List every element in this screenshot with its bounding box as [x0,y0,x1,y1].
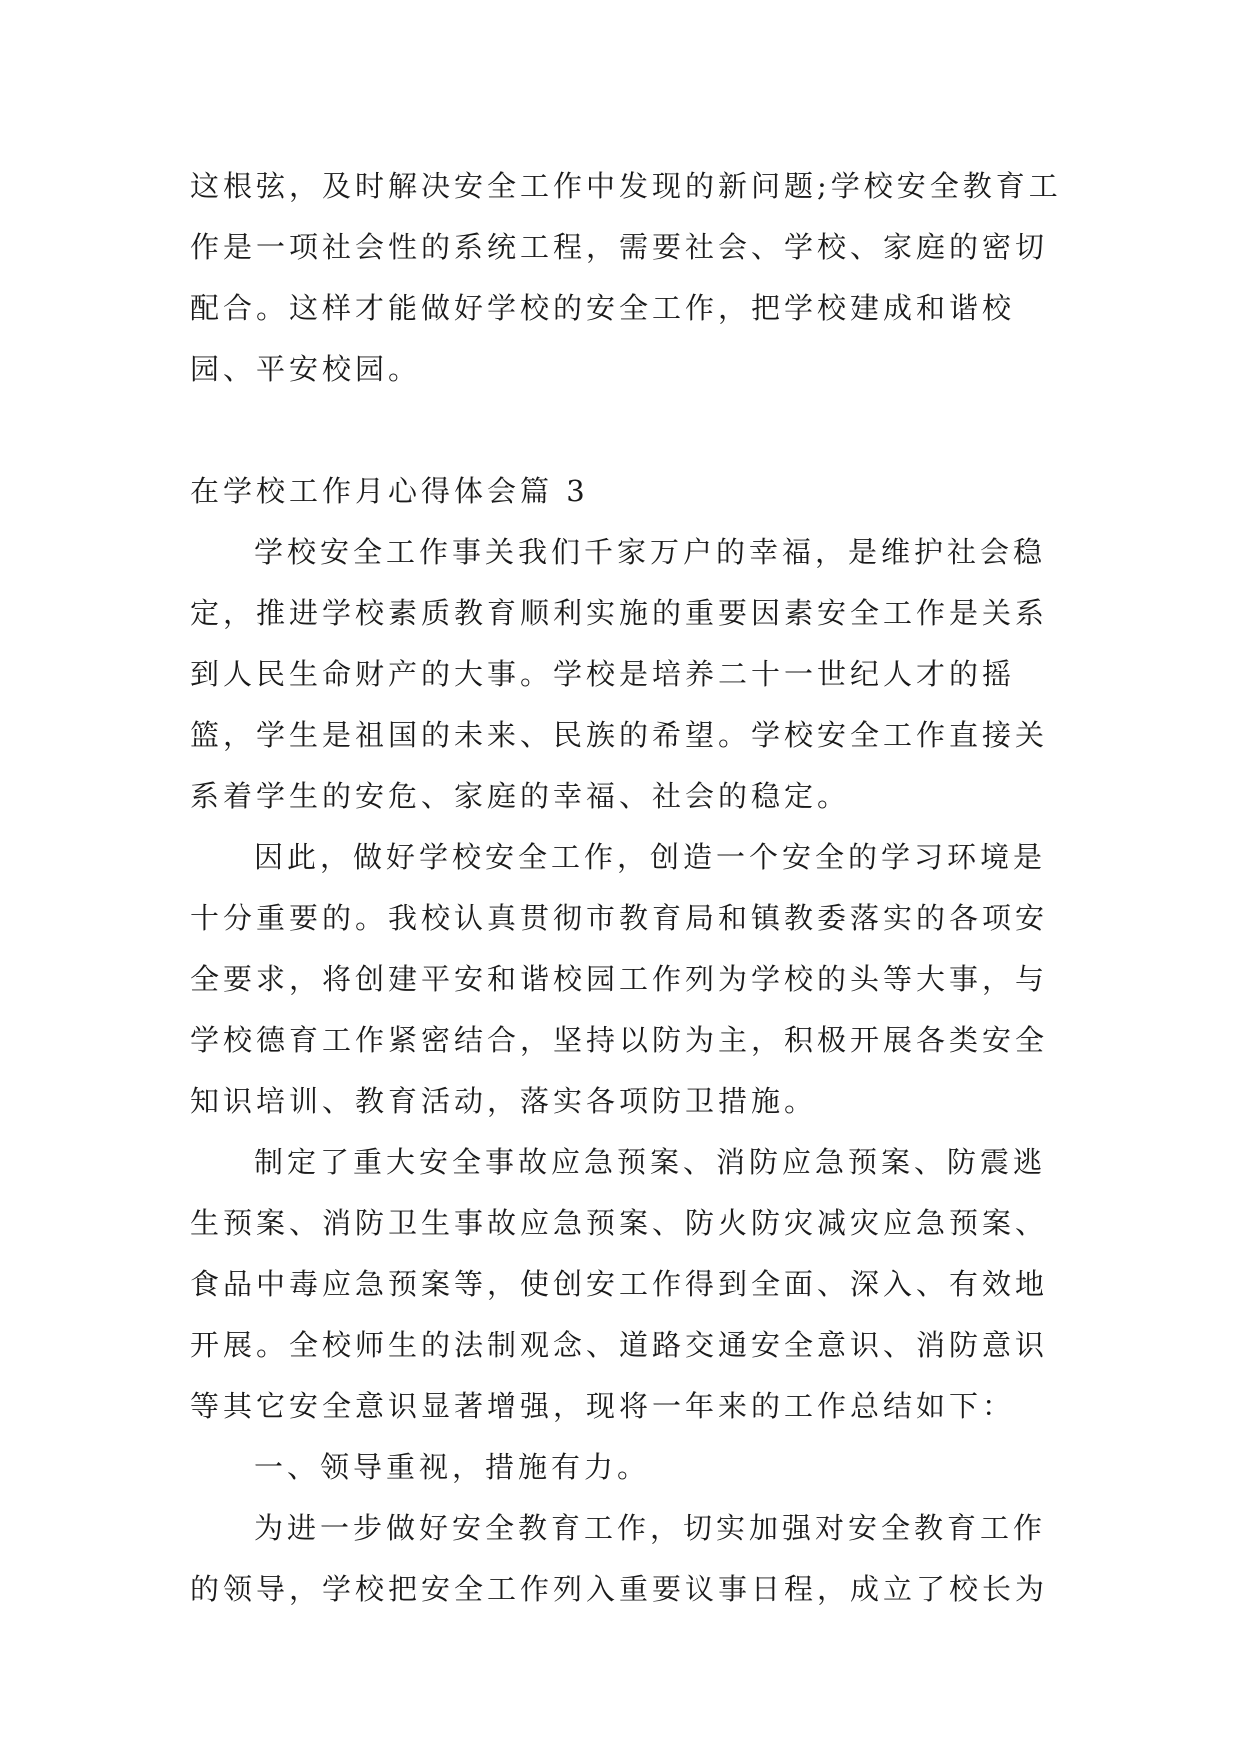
body-paragraph: 因此，做好学校安全工作，创造一个安全的学习环境是十分重要的。我校认真贯彻市教育局和镇教委落实的各项安全要求，将创建平安和谐校园工作列为学校的头等大事，与学校德育工作紧密结合，坚持以防为主，积极开展各类安全知识培训、教育活动，落实各项防卫措施。 [190,840,1049,1118]
document-body [190,156,1070,1620]
body-paragraph: 制定了重大安全事故应急预案、消防应急预案、防震逃生预案、消防卫生事故应急预案、防火防灾减灾应急预案、食品中毒应急预案等，使创安工作得到全面、深入、有效地开展。全校师生的法制观念、道路交通安全意识、消防意识等其它安全意识显著增强，现将一年来的工作总结如下： [190,1145,1049,1423]
section-spacer [190,400,1070,461]
section-title: 在学校工作月心得体会篇 3 [190,474,589,508]
body-paragraph: 为进一步做好安全教育工作，切实加强对安全教育工作的领导，学校把安全工作列入重要议事日程，成立了校长为 [190,1511,1049,1606]
body-paragraph: 学校安全工作事关我们千家万户的幸福，是维护社会稳定，推进学校素质教育顺利实施的重要因素安全工作是关系到人民生命财产的大事。学校是培养二十一世纪人才的摇篮，学生是祖国的未来、民族的希望。学校安全工作直接关系着学生的安危、家庭的幸福、社会的稳定。 [190,535,1049,813]
continuation-paragraph: 这根弦，及时解决安全工作中发现的新问题;学校安全教育工作是一项社会性的系统工程，需要社会、学校、家庭的密切配合。这样才能做好学校的安全工作，把学校建成和谐校园、平安校园。 [190,169,1062,386]
subsection-heading: 一、领导重视，措施有力。 [254,1450,651,1484]
